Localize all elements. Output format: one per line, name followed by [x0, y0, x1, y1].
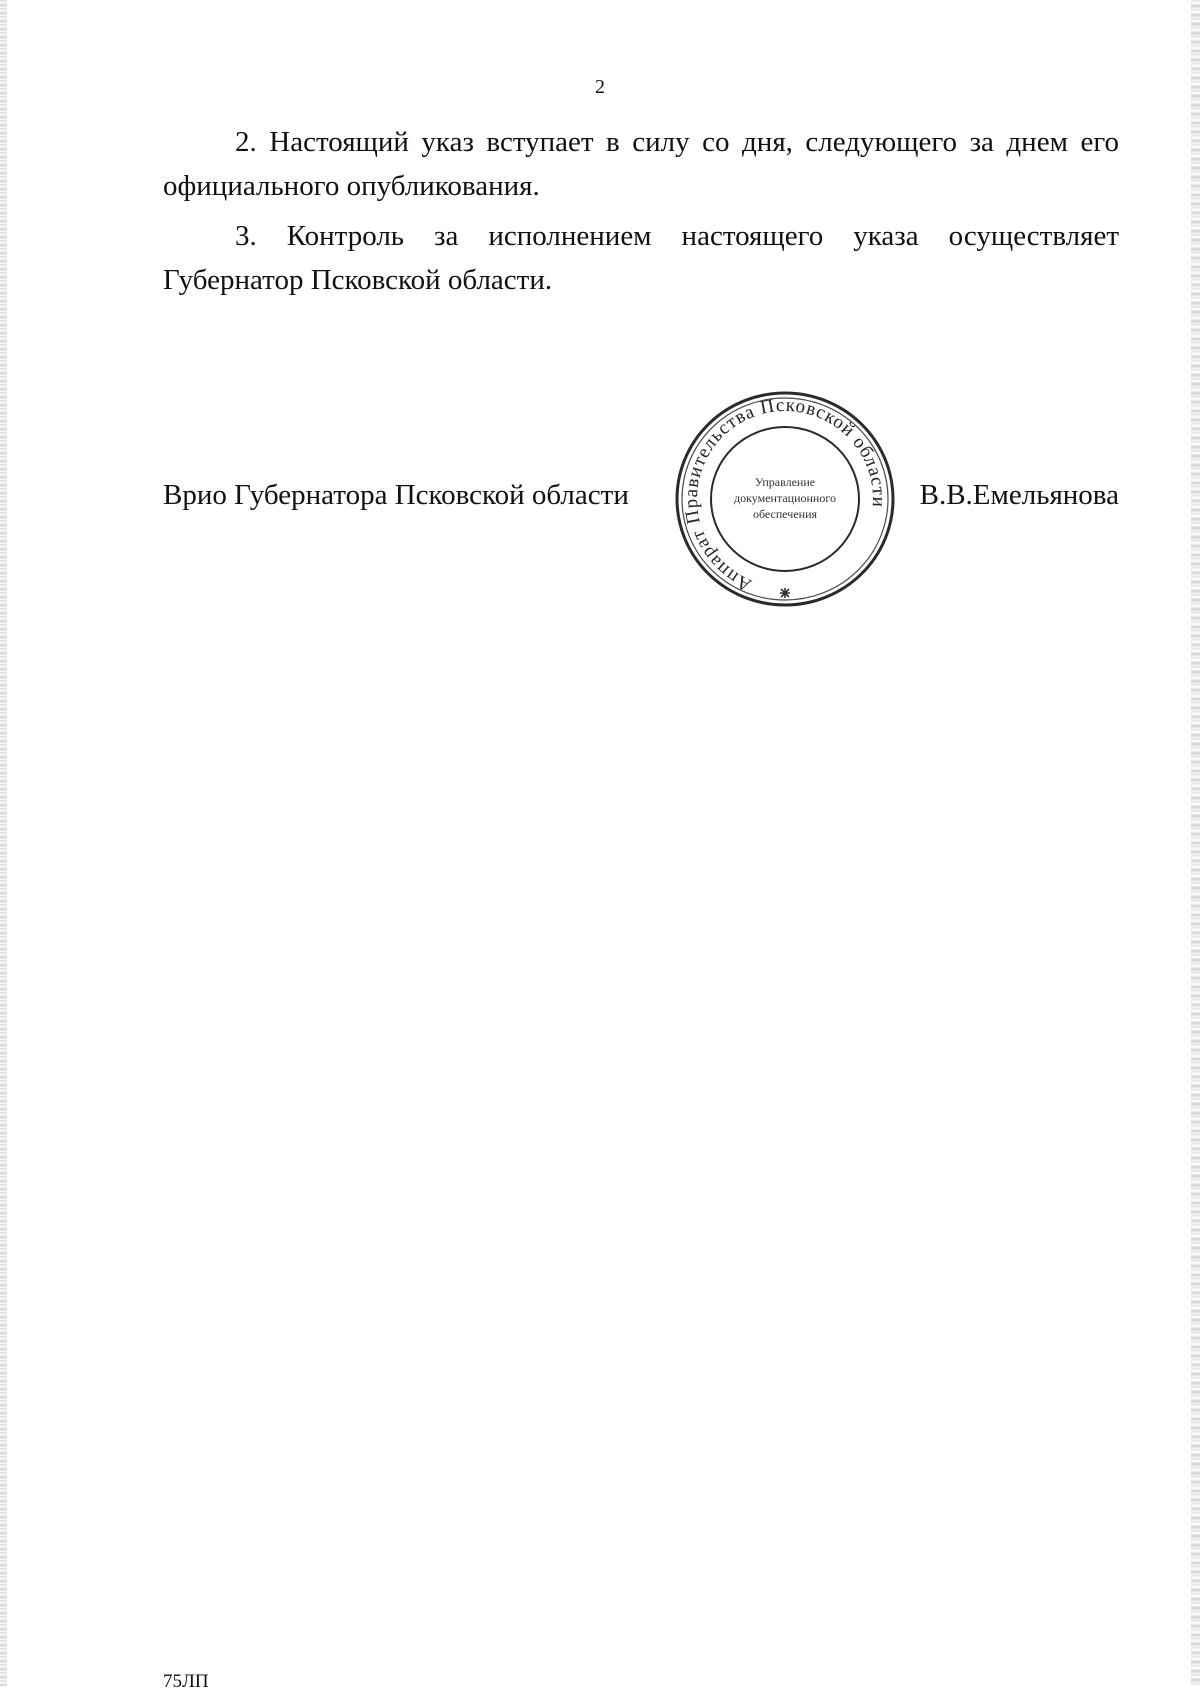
paragraph-control: 3. Контроль за исполнением настоящего указа осуществляет Губернатор Псковской области. — [163, 220, 1119, 296]
seal-outer-text: Аппарат Правительства Псковской области — [680, 394, 890, 596]
page-number: 2 — [595, 76, 605, 98]
seal-inner-line-2: документационного — [734, 491, 836, 505]
document-footer-code: 75ЛП — [163, 1671, 209, 1692]
seal-star-icon — [780, 588, 790, 598]
signatory-position: Врио Губернатора Псковской области — [163, 479, 629, 511]
scan-edge-left — [0, 0, 7, 1686]
seal-inner-line-1: Управление — [754, 475, 816, 489]
seal-inner-line-3: обеспечения — [752, 507, 818, 521]
scan-edge-right — [1191, 0, 1200, 1686]
paragraph-effective-date: 2. Настоящий указ вступает в силу со дня, следующего за днем его официального опубликования. — [163, 126, 1119, 202]
official-seal — [670, 386, 900, 612]
signatory-name: В.В.Емельянова — [919, 479, 1119, 511]
